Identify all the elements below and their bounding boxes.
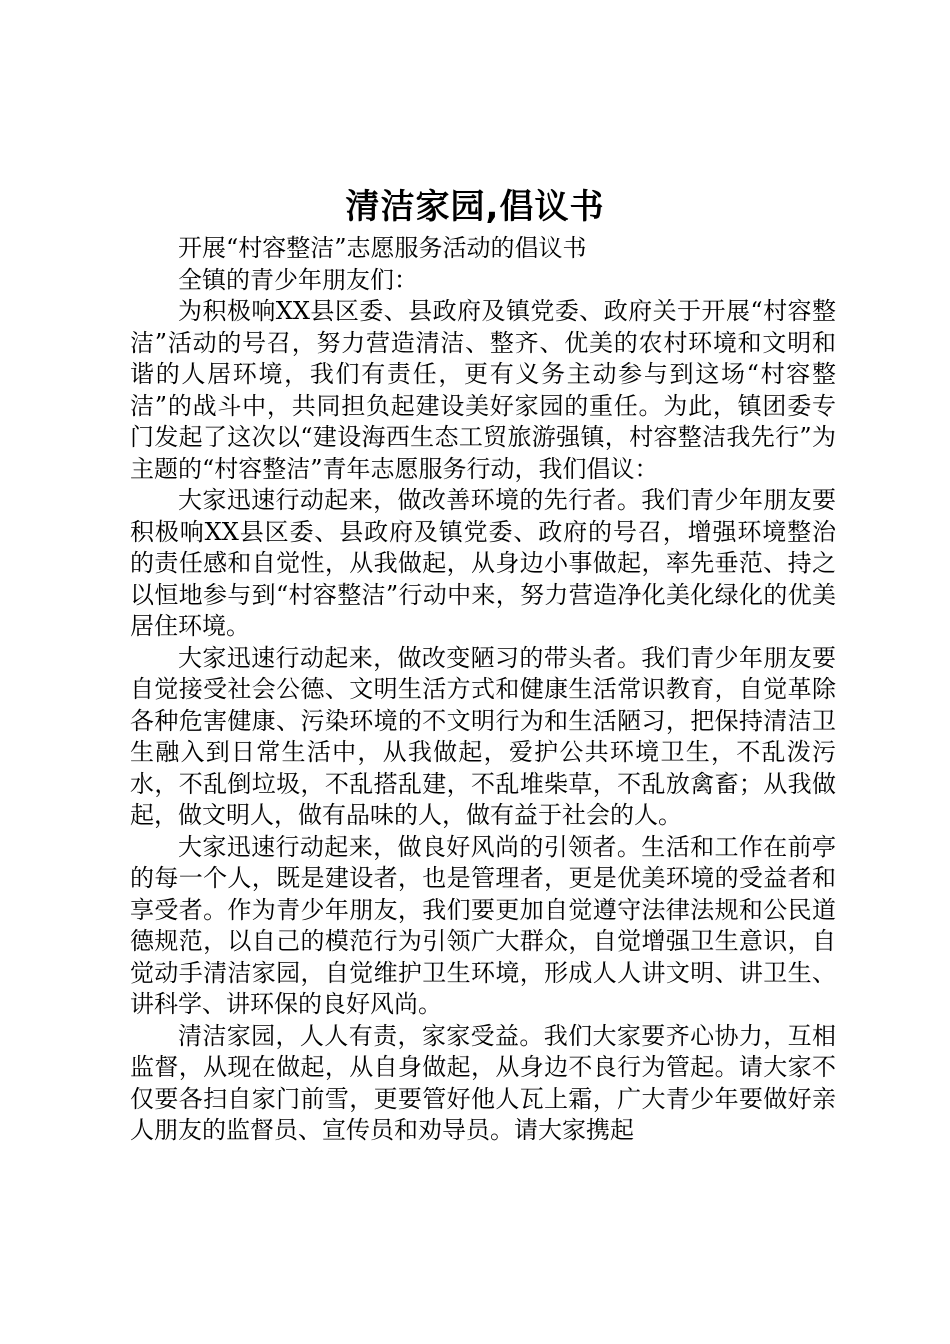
paragraph-1: 为积极响XX县区委、县政府及镇党委、政府关于开展“村容整洁”活动的号召，努力营造清洁、整齐、优美的农村环境和文明和谐的人居环境，我们有责任，更有义务主动参与到这场“村容整洁”的战斗中，共同担负起建设美好家园的重任。为此，镇团委专门发起了这次以“建设海西生态工贸旅游强镇，村容整洁我先行”为主题的“村容整洁”青年志愿服务行动，我们倡议： [130,297,836,483]
document-body [130,233,836,1147]
paragraph-4: 大家迅速行动起来，做良好风尚的引领者。生活和工作在前亭的每一个人，既是建设者，也是管理者，更是优美环境的受益者和享受者。作为青少年朋友，我们要更加自觉遵守法律法规和公民道德规范，以自己的模范行为引领广大群众，自觉增强卫生意识，自觉动手清洁家园，自觉维护卫生环境，形成人人讲文明、讲卫生、讲科学、讲环保的良好风尚。 [130,832,836,1018]
paragraph-3: 大家迅速行动起来，做改变陋习的带头者。我们青少年朋友要自觉接受社会公德、文明生活方式和健康生活常识教育，自觉革除各种危害健康、污染环境的不文明行为和生活陋习，把保持清洁卫生融入到日常生活中，从我做起，爱护公共环境卫生，不乱泼污水，不乱倒垃圾，不乱搭乱建，不乱堆柴草，不乱放禽畜；从我做起，做文明人，做有品味的人，做有益于社会的人。 [130,643,836,829]
document-title: 清洁家园,倡议书 [345,187,605,227]
paragraph-2: 大家迅速行动起来，做改善环境的先行者。我们青少年朋友要积极响XX县区委、县政府及镇党委、政府的号召，增强环境整治的责任感和自觉性，从我做起，从身边小事做起，率先垂范、持之以恒地参与到“村容整洁”行动中来，努力营造净化美化绿化的优美居住环境。 [130,486,836,640]
document-subtitle: 开展“村容整洁”志愿服务活动的倡议书 [178,234,587,262]
salutation: 全镇的青少年朋友们： [178,265,418,294]
paragraph-5: 清洁家园，人人有责，家家受益。我们大家要齐心协力，互相监督，从现在做起，从自身做起，从身边不良行为管起。请大家不仅要各扫自家门前雪，更要管好他人瓦上霜，广大青少年要做好亲人朋友的监督员、宣传员和劝导员。请大家携起 [130,1021,836,1144]
